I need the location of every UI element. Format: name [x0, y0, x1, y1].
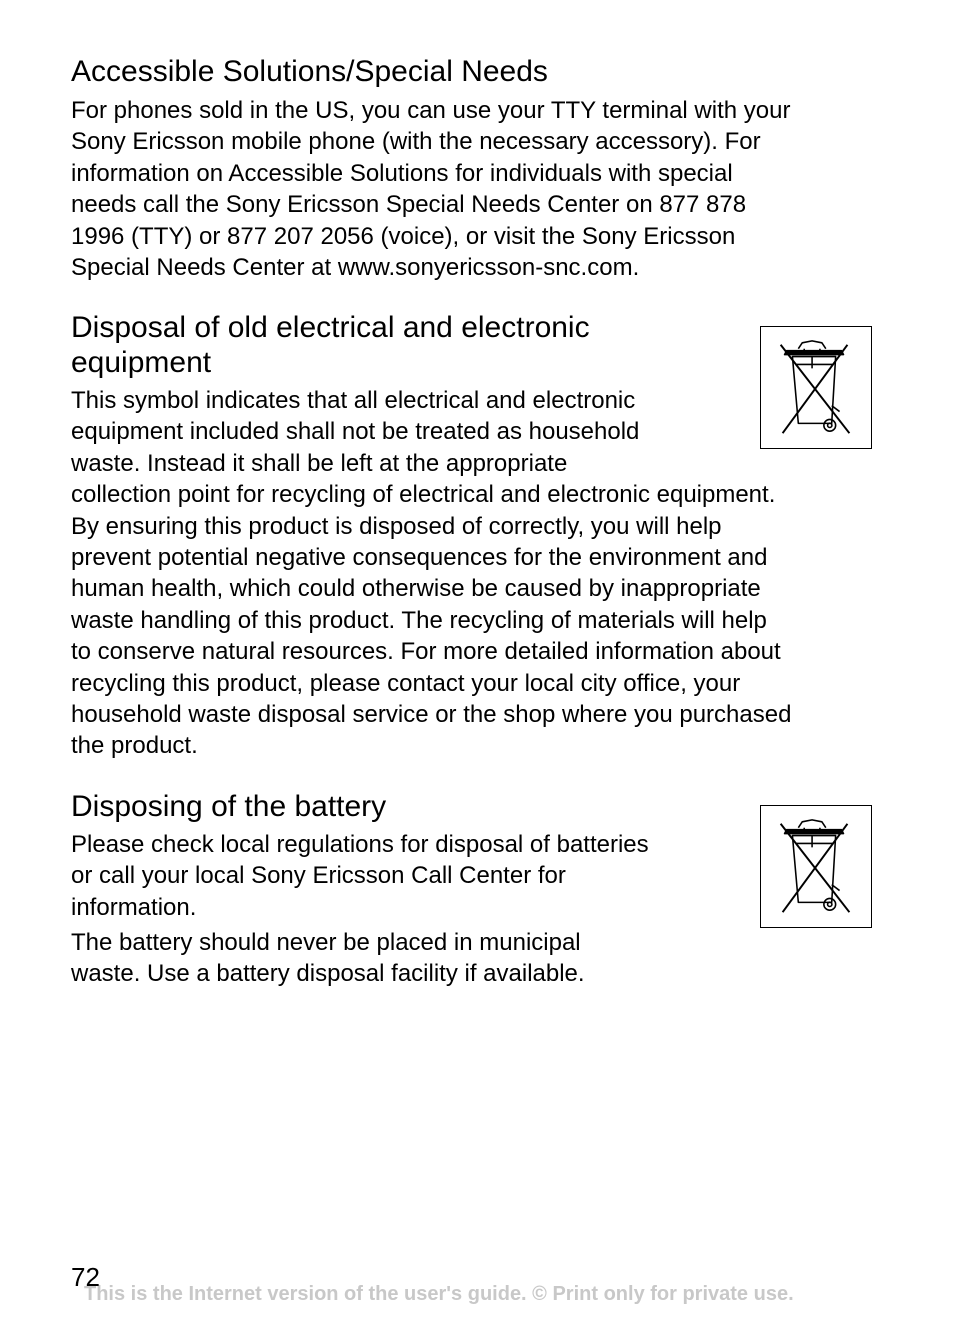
accessible-solutions-heading: Accessible Solutions/Special Needs	[71, 55, 548, 88]
text-line: The battery should never be placed in municipal	[71, 929, 581, 956]
heading-line: Disposal of old electrical and electronic	[71, 311, 590, 344]
text-line: information on Accessible Solutions for individuals with special	[71, 159, 733, 187]
battery-paragraph-1	[71, 829, 649, 923]
text-line: prevent potential negative consequences for the environment and	[71, 544, 768, 572]
text-line: household waste disposal service or the shop where you purchased	[71, 701, 792, 729]
text-line: Special Needs Center at www.sonyericsson-snc.com.	[71, 254, 640, 282]
text-line: By ensuring this product is disposed of correctly, you will help	[71, 512, 722, 540]
text-line: waste. Instead it shall be left at the appropriate	[71, 449, 568, 477]
text-line: human health, which could otherwise be caused by inappropriate	[71, 575, 761, 603]
text-line: collection point for recycling of electrical and electronic equipment.	[71, 481, 776, 509]
text-line: or call your local Sony Ericsson Call Center for	[71, 862, 566, 890]
watermark-text: This is the Internet version of the user's guide. © Print only for private use.	[84, 1283, 794, 1305]
text-line: Sony Ericsson mobile phone (with the necessary accessory). For	[71, 128, 761, 156]
text-line: information.	[71, 893, 197, 921]
battery-heading: Disposing of the battery	[71, 790, 387, 823]
text-line: recycling this product, please contact your local city office, your	[71, 669, 741, 697]
text-line: This symbol indicates that all electrical and electronic	[71, 387, 636, 414]
text-line: 1996 (TTY) or 877 207 2056 (voice), or visit the Sony Ericsson	[71, 222, 736, 250]
disposal-paragraph	[71, 385, 791, 762]
crossed-out-wheelie-bin-icon	[760, 805, 872, 928]
text-line: to conserve natural resources. For more detailed information about	[71, 638, 781, 666]
text-line: the product.	[71, 732, 198, 760]
page-number: 72	[71, 1262, 100, 1292]
text-line: waste handling of this product. The recycling of materials will help	[71, 606, 767, 634]
text-line: needs call the Sony Ericsson Special Needs Center on 877 878	[71, 191, 747, 219]
disposal-heading	[71, 310, 590, 380]
accessible-solutions-paragraph	[71, 95, 790, 283]
battery-paragraph-2	[71, 927, 585, 990]
crossed-out-wheelie-bin-icon	[760, 326, 872, 449]
text-line: For phones sold in the US, you can use your TTY terminal with your	[71, 97, 791, 124]
text-line: Please check local regulations for disposal of batteries	[71, 831, 649, 858]
text-line: waste. Use a battery disposal facility if available.	[71, 960, 585, 988]
text-line: equipment included shall not be treated as household	[71, 418, 640, 446]
heading-line: equipment	[71, 346, 212, 379]
